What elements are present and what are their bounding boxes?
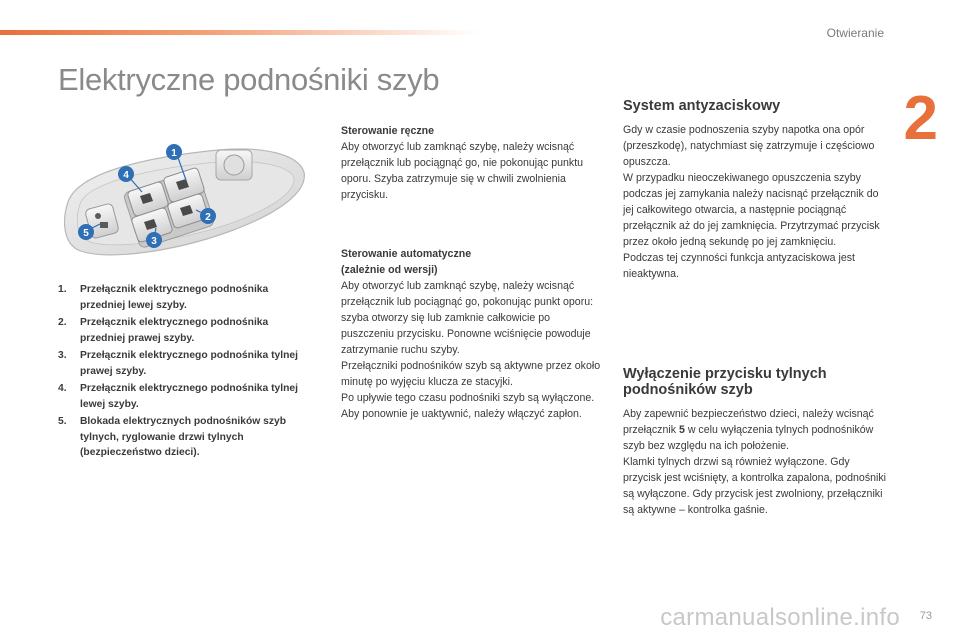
callout-5: 5 <box>83 228 89 239</box>
automatic-control-section <box>341 246 601 422</box>
antipinch-section <box>623 98 888 282</box>
automatic-control-text-2: Przełączniki podnośników szyb są aktywne przez około minutę po wyjęciu klucza ze stacyjki. <box>341 360 601 388</box>
manual-control-section <box>341 123 601 203</box>
automatic-control-text-3: Po upływie tego czasu podnośniki szyb są wyłączone. Aby ponownie je uaktywnić, należy włączyć zapłon. <box>341 392 595 420</box>
automatic-control-text-1: Aby otworzyć lub zamknąć szybę, należy wcisnąć przełącznik lub pociągnąć go, pokonując punkt oporu: szyba otworzy się lub zamknie całkowicie po puszczeniu przycisku. Ponowne wciśnięcie powoduje zatrzymanie ruchu szyby. <box>341 280 594 356</box>
callout-2: 2 <box>205 212 211 223</box>
callout-3: 3 <box>151 236 157 247</box>
section-name: Otwieranie <box>826 26 884 40</box>
callout-1: 1 <box>171 148 177 159</box>
antipinch-text-3: Podczas tej czynności funkcja antyzaciskowa jest nieaktywna. <box>623 252 855 280</box>
legend-item: 3. Przełącznik elektrycznego podnośnika tylnej prawej szyby. <box>58 350 299 377</box>
window-switch-panel-illustration <box>58 132 308 268</box>
watermark: carmanualsonline.info <box>660 604 900 631</box>
manual-control-heading: Sterowanie ręczne <box>341 125 435 137</box>
legend-item: 4. Przełącznik elektrycznego podnośnika tylnej lewej szyby. <box>58 383 299 410</box>
manual-control-text: Aby otworzyć lub zamknąć szybę, należy wcisnąć przełącznik lub pociągnąć go, nie pokonując punktu oporu. Szyba zatrzymuje się w chwili zwolnienia przycisku. <box>341 141 584 201</box>
rear-disable-text-1: Aby zapewnić bezpieczeństwo dzieci, należy wcisnąć przełącznik 5 w celu wyłączenia tylnych podnośników szyb bez względu na ich położenie. <box>623 408 874 452</box>
automatic-control-heading: Sterowanie automatyczne <box>341 248 472 260</box>
automatic-control-subheading: (zależnie od wersji) <box>341 264 438 276</box>
antipinch-text-2: W przypadku nieoczekiwanego opuszczenia szyby podczas jej zamykania należy nacisnąć przełącznik do jej całkowitego otwarcia, a następnie pociągnąć przełącznik aż do jej zamknięcia. Przytrzymać przycisk przez około jedną sekundę po jej zamknięciu. <box>623 172 880 248</box>
rear-disable-section <box>623 366 888 518</box>
callout-4: 4 <box>123 170 129 181</box>
legend-item: 1. Przełącznik elektrycznego podnośnika przedniej lewej szyby. <box>58 284 269 311</box>
header-accent-bar <box>0 30 480 35</box>
rear-disable-heading: Wyłączenie przycisku tylnych podnośników szyb <box>623 366 827 398</box>
legend-item: 5. Blokada elektrycznych podnośników szyb tylnych, ryglowanie drzwi tylnych (bezpieczeństwo dzieci). <box>58 416 286 458</box>
page-title: Elektryczne podnośniki szyb <box>58 62 440 97</box>
antipinch-heading: System antyzaciskowy <box>623 98 781 114</box>
page-number: 73 <box>919 610 932 622</box>
legend-list <box>58 282 314 463</box>
mirror-control-knob <box>216 150 252 180</box>
legend-item: 2. Przełącznik elektrycznego podnośnika przedniej prawej szyby. <box>58 317 269 344</box>
antipinch-text-1: Gdy w czasie podnoszenia szyby napotka ona opór (przeszkodę), natychmiast się zatrzymuje i częściowo opuszcza. <box>623 124 875 168</box>
rear-disable-text-2: Klamki tylnych drzwi są również wyłączone. Gdy przycisk jest wciśnięty, a kontrolka zapalona, podnośniki są wyłączone. Gdy przycisk jest zwolniony, przełączniki są aktywne – kontrolka gaśnie. <box>623 456 887 516</box>
chapter-number: 2 <box>903 84 938 153</box>
